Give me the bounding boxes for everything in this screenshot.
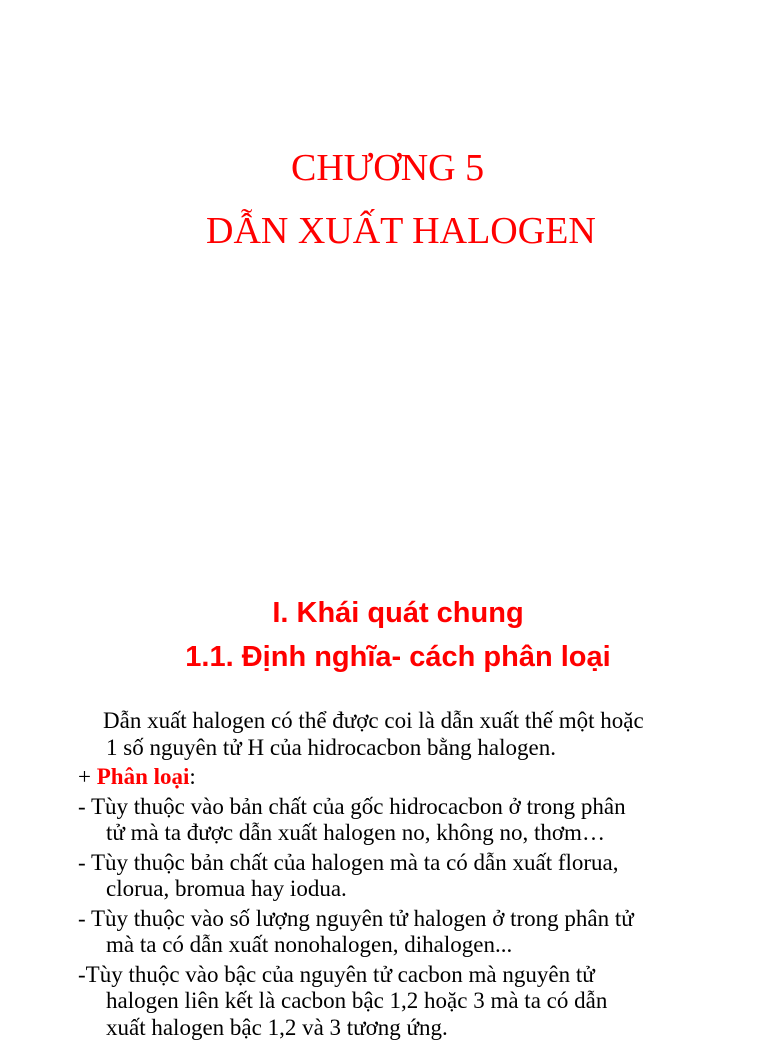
definition-line-2: 1 số nguyên tử H của hidrocacbon bằng halogen. (78, 735, 768, 762)
chapter-number: CHƯƠNG 5 (291, 146, 484, 190)
classification-item-4-line-3: xuất halogen bậc 1,2 và 3 tương ứng. (78, 1015, 768, 1041)
classification-item-1-line-2: tử mà ta được dẫn xuất halogen no, không no, thơm… (78, 820, 768, 847)
definition-line-1: Dẫn xuất halogen có thể được coi là dẫn xuất thế một hoặc (78, 708, 768, 735)
classification-item-3-line-2: mà ta có dẫn xuất nonohalogen, dihalogen... (78, 932, 768, 959)
classification-item-3-line-1: - Tùy thuộc vào số lượng nguyên tử halogen ở trong phân tử (78, 906, 768, 933)
classification-label: Phân loại (97, 764, 190, 789)
classification-label-line (78, 764, 768, 791)
classification-item-4-line-1: -Tùy thuộc vào bậc của nguyên tử cacbon mà nguyên tử (78, 962, 768, 989)
section-heading: I. Khái quát chung (0, 595, 768, 631)
classification-item-1-line-1: - Tùy thuộc vào bản chất của gốc hidrocacbon ở trong phân (78, 794, 768, 821)
body-text (78, 708, 768, 1041)
classification-item-2-line-1: - Tùy thuộc bản chất của halogen mà ta có dẫn xuất florua, (78, 850, 768, 877)
subsection-heading: 1.1. Định nghĩa- cách phân loại (0, 639, 768, 675)
classification-item-2-line-2: clorua, bromua hay iodua. (78, 876, 768, 903)
classification-suffix: : (189, 764, 195, 789)
classification-item-4-line-2: halogen liên kết là cacbon bậc 1,2 hoặc 3 mà ta có dẫn (78, 988, 768, 1015)
classification-prefix: + (78, 764, 97, 789)
chapter-title: DẪN XUẤT HALOGEN (206, 209, 596, 253)
